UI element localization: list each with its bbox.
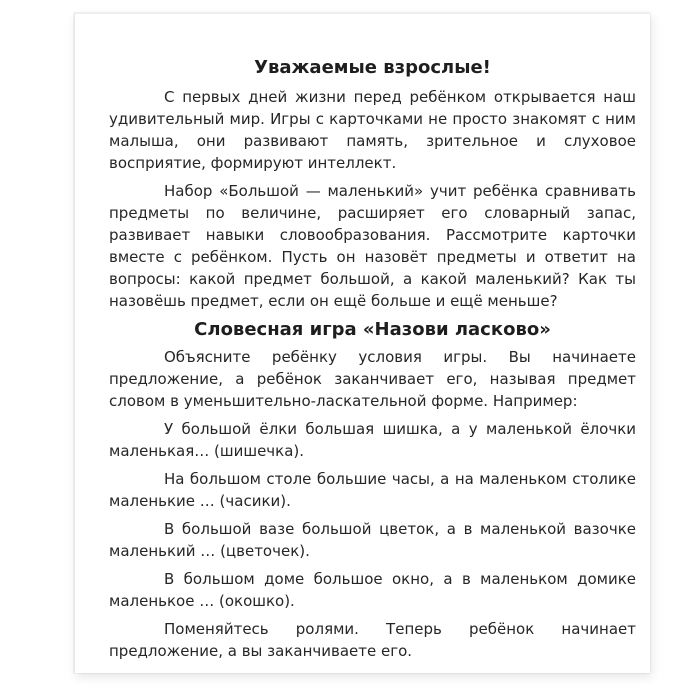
heading-word-game: Словесная игра «Назови ласково»	[194, 319, 551, 340]
game-example-4: В большом доме большое окно, а в маленьком домике маленькое … (окошко).	[109, 570, 636, 610]
game-paragraph-rules: Объясните ребёнку условия игры. Вы начинаете предложение, а ребёнок заканчивает его, называя предмет словом в уменьшительно-ласкательной форме. Например:	[109, 348, 636, 410]
instruction-card	[74, 13, 650, 673]
intro-paragraph-1: С первых дней жизни перед ребёнком открывается наш удивительный мир. Игры с карточками не просто знакомят с ним малыша, они развивают память, зрительное и слуховое восприятие, формируют интеллект.	[109, 88, 636, 172]
intro-paragraph-2: Набор «Большой — маленький» учит ребёнка сравнивать предметы по величине, расширяет его словарный запас, развивает навыки словообразования. Рассмотрите карточки вместе с ребёнком. Пусть он назовёт предметы и ответит на вопросы: какой предмет большой, а какой маленький? Как ты назовёшь предмет, если он ещё больше и ещё меньше?	[109, 182, 636, 310]
game-example-1: У большой ёлки большая шишка, а у маленькой ёлочки маленькая… (шишечка).	[109, 420, 636, 460]
game-example-2: На большом столе большие часы, а на маленьком столике маленькие … (часики).	[109, 470, 636, 510]
heading-dear-adults: Уважаемые взрослые!	[254, 57, 491, 78]
game-example-3: В большой вазе большой цветок, а в маленькой вазочке маленький … (цветочек).	[109, 520, 636, 560]
game-paragraph-swap-roles: Поменяйтесь ролями. Теперь ребёнок начинает предложение, а вы заканчиваете его.	[109, 620, 636, 660]
